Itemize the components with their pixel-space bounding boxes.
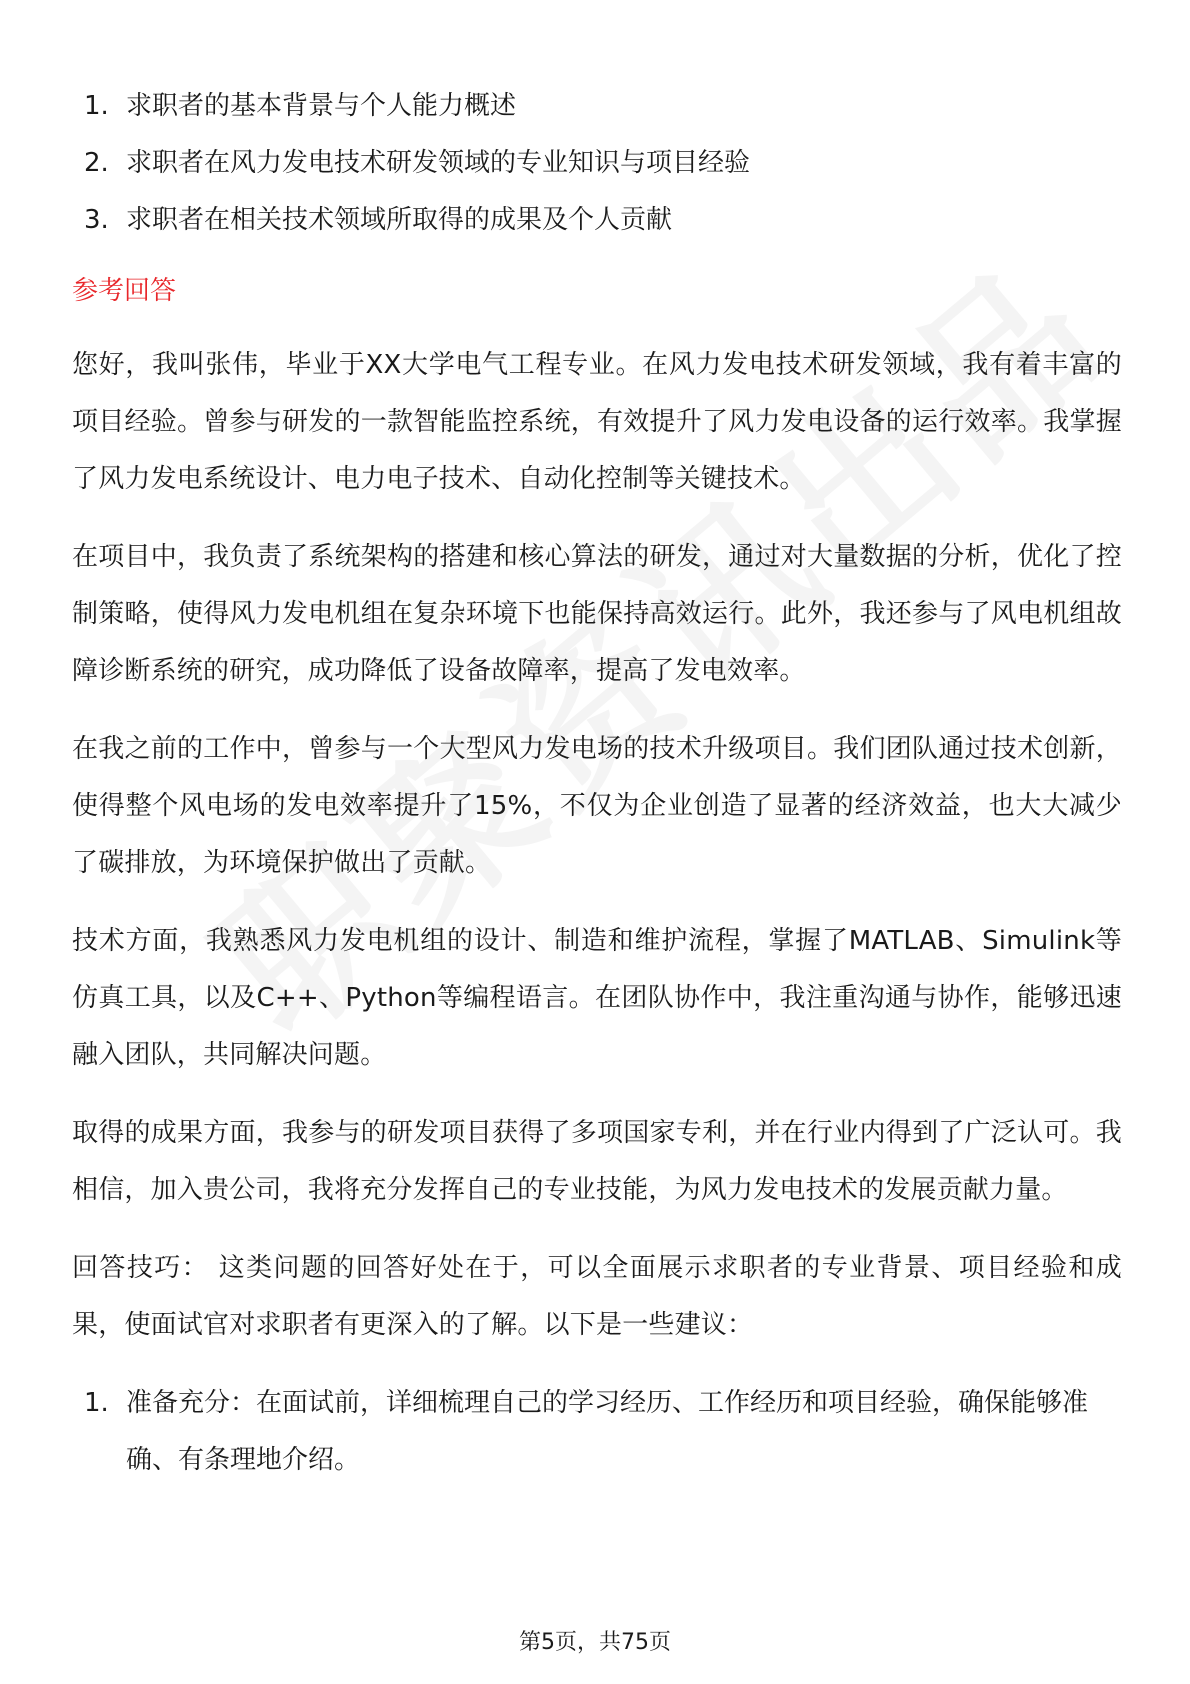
list-item	[72, 78, 1122, 135]
list-number: 3.	[84, 205, 109, 235]
content	[72, 78, 1122, 1489]
answer-paragraph-4: 技术方面，我熟悉风力发电机组的设计、制造和维护流程，掌握了MATLAB、Simulink等仿真工具，以及C++、Python等编程语言。在团队协作中，我注重沟通与协作，能够迅速融入团队，共同解决问题。	[72, 926, 1122, 1070]
list-item	[72, 1375, 1122, 1489]
list-item	[72, 135, 1122, 192]
list-item	[72, 192, 1122, 249]
list-text: 求职者的基本背景与个人能力概述	[126, 91, 517, 121]
answer-paragraph-2: 在项目中，我负责了系统架构的搭建和核心算法的研发，通过对大量数据的分析，优化了控制策略，使得风力发电机组在复杂环境下也能保持高效运行。此外，我还参与了风电机组故障诊断系统的研究，成功降低了设备故障率，提高了发电效率。	[72, 542, 1122, 686]
tips-list	[72, 1375, 1122, 1489]
answer-paragraph-3: 在我之前的工作中，曾参与一个大型风力发电场的技术升级项目。我们团队通过技术创新，使得整个风电场的发电效率提升了15%，不仅为企业创造了显著的经济效益，也大大减少了碳排放，为环境保护做出了贡献。	[72, 734, 1122, 878]
answer-paragraph-1: 您好，我叫张伟，毕业于XX大学电气工程专业。在风力发电技术研发领域，我有着丰富的项目经验。曾参与研发的一款智能监控系统，有效提升了风力发电设备的运行效率。我掌握了风力发电系统设计、电力电子技术、自动化控制等关键技术。	[72, 350, 1122, 494]
page-number: 第5页，共75页	[519, 1630, 671, 1655]
list-text: 求职者在相关技术领域所取得的成果及个人贡献	[126, 205, 673, 235]
list-text: 准备充分：在面试前，详细梳理自己的学习经历、工作经历和项目经验，确保能够准确、有条理地介绍。	[126, 1388, 1089, 1475]
list-number: 1.	[84, 1388, 109, 1418]
tips-paragraph: 回答技巧： 这类问题的回答好处在于，可以全面展示求职者的专业背景、项目经验和成果，使面试官对求职者有更深入的了解。以下是一些建议：	[72, 1253, 1122, 1340]
answer-paragraph-5: 取得的成果方面，我参与的研发项目获得了多项国家专利，并在行业内得到了广泛认可。我相信，加入贵公司，我将充分发挥自己的专业技能，为风力发电技术的发展贡献力量。	[72, 1118, 1122, 1205]
list-number: 1.	[84, 91, 109, 121]
list-text: 求职者在风力发电技术研发领域的专业知识与项目经验	[126, 148, 751, 178]
question-points-list	[72, 78, 1122, 249]
list-number: 2.	[84, 148, 109, 178]
section-title: 参考回答	[72, 276, 177, 306]
